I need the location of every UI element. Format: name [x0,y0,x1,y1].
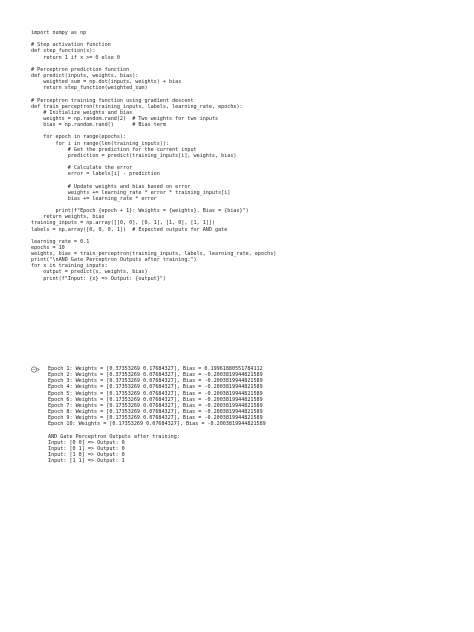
output-line: Epoch 1: Weights = [0.37353269 0.17684327], Bias = 0.19961880551784112 [48,366,263,372]
code-line: bias += learning_rate * error [31,195,157,202]
code-line: # Get the prediction for the current input [31,146,197,153]
code-line: weights, bias = train_perceptron(training_inputs, labels, learning_rate, epochs) [31,251,277,258]
output-line: Epoch 7: Weights = [0.17353269 0.07684327], Bias = -0.2003819944821589 [48,402,263,409]
output-line: Input: [0 1] => Output: 0 [48,445,125,452]
code-line: weights += learning_rate * error * training_inputs[i] [31,189,231,196]
code-line: weights = np.random.rand(2) # Two weights for two inputs [31,115,219,122]
output-line: Epoch 3: Weights = [0.37353269 0.07684327], Bias = -0.2003819944821589 [48,378,263,385]
code-line: weighted_sum = np.dot(inputs, weights) + bias [31,79,182,86]
code-line: print(f"Epoch {epoch + 1}: Weights = {weights}, Bias = {bias}") [31,208,249,215]
output-line: Epoch 4: Weights = [0.17353269 0.07684327], Bias = -0.2003819944821589 [48,384,263,391]
output-toggle-icon[interactable] [31,366,41,373]
code-line: # Initialize weights and bias [31,109,133,116]
code-line: print("\nAND Gate Perceptron Outputs after training:") [31,257,197,264]
code-line: def step_function(x): [31,48,96,55]
code-line: # Update weights and bias based on error [31,183,191,190]
code-line: training_inputs = np.array([[0, 0], [0, 1], [1, 0], [1, 1]]) [31,220,216,227]
output-line: Epoch 2: Weights = [0.37353269 0.07684327], Bias = -0.2003819944821589 [48,372,263,379]
code-line: def train_perceptron(training_inputs, labels, learning_rate, epochs): [31,103,243,110]
output-line: Input: [0 0] => Output: 0 [48,439,125,446]
code-line: output = predict(x, weights, bias) [31,269,148,276]
output-text [48,366,458,464]
output-line: Epoch 5: Weights = [0.17353269 0.07684327], Bias = -0.2003819944821589 [48,390,263,397]
output-line: Epoch 10: Weights = [0.17353269 0.07684327], Bias = -0.2003819944821589 [48,421,266,428]
code-line: return step_function(weighted_sum) [31,85,148,92]
code-cell[interactable] [31,30,461,282]
code-line: # Perceptron training function using gradient descent [31,97,194,104]
code-line: # Perceptron prediction function [31,66,130,73]
code-line: def predict(inputs, weights, bias): [31,72,139,79]
output-line: Input: [1 0] => Output: 0 [48,451,125,458]
code-editor[interactable] [31,30,461,282]
code-line: prediction = predict(training_inputs[i], weights, bias) [31,152,237,159]
output-line: AND Gate Perceptron Outputs after training: [48,433,180,440]
output-line: Epoch 6: Weights = [0.17353269 0.07684327], Bias = -0.2003819944821589 [48,396,263,403]
code-line: for epoch in range(epochs): [31,134,127,141]
code-line: for i in range(len(training_inputs)): [31,140,170,147]
code-line: import numpy as np [31,30,87,36]
code-line: # Step activation function [31,42,111,49]
code-line: epochs = 10 [31,244,65,251]
code-line: return 1 if x >= 0 else 0 [31,54,120,61]
code-line: return weights, bias [31,214,105,221]
code-line: error = labels[i] - prediction [31,171,160,178]
code-line: for x in training_inputs: [31,263,108,270]
code-line: print(f"Input: {x} => Output: {output}") [31,275,166,282]
code-line: labels = np.array([0, 0, 0, 1]) # Expected outputs for AND gate [31,226,228,233]
code-line: bias = np.random.rand() # Bias term [31,122,166,129]
code-line: learning_rate = 0.1 [31,238,90,245]
output-line: Input: [1 1] => Output: 1 [48,458,125,465]
output-line: Epoch 9: Weights = [0.17353269 0.07684327], Bias = -0.2003819944821589 [48,415,263,422]
code-line: # Calculate the error [31,165,133,172]
output-line: Epoch 8: Weights = [0.17353269 0.07684327], Bias = -0.2003819944821589 [48,408,263,415]
